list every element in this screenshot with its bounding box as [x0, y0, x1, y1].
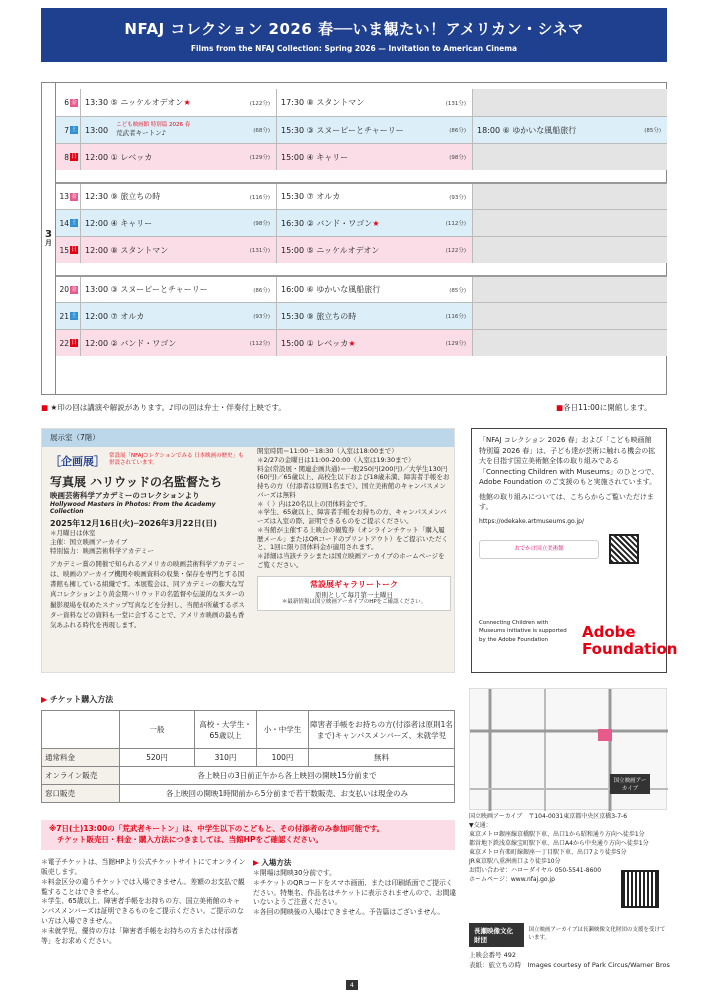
screening-slot[interactable]: 12:30 ⑨ 旅立ちの時 (116分): [81, 184, 277, 209]
schedule-day: 8 日: [56, 144, 81, 170]
schedule-day: 22 日: [56, 330, 81, 356]
kodomo-text: 「NFAJ コレクション 2026 春」および「こども映画館 特別篇 2026 春」は、子ども達が芸術に触れる機会の拡大を目指す国立美術館全体の取り組みである「Connecting Children with Museums」のひとつで、Adobe Foundation のご支援のもと実施されています。: [479, 436, 659, 486]
page-subtitle: Films from the NFAJ Collection: Spring 2026 — Invitation to American Cinema: [190, 44, 518, 53]
exhibition-info: 開室時間＝11:00－18:30（入室は18:00まで） ＊2/27の金曜日は11:00-20:00（入室は19:30まで） 料金(常設展・関連企画共通)＝一般250円(200円)／大学生130円(60円)／65歳以上、高校生以下および18歳未満、障害者手帳をお持ちの方（付添者は原則1名まで）、国立美術館のキャンパスメンバーズは無料 ＊（ ）内は20名以上の団体料金です。 ＊学生、65歳以上、障害者手帳をお持ちの方、キャンパスメンバーズは入室の際、証明できるものをご提示ください。 ＊当館が主催する上映会の観覧券（オンラインチケット「購入履歴メール」またはQRコードのプリントアウト）をご提示いただくと、1回に限り団体料金が適用されます。 ＊詳細は当該チラシまたは国立映画アーカイブのホームページをご覧ください。: [257, 447, 450, 569]
schedule-day: 20 金: [56, 277, 81, 302]
screening-slot[interactable]: 15:30 ⑦ オルカ (93分): [277, 184, 473, 209]
kodomo-more: 他館の取り組みについては、こちらからご覧いただけます。: [479, 492, 654, 511]
nagase-foundation: 長瀬映像文化財団 国立映画アーカイブは長瀬映像文化財団の支援を受けています。: [469, 923, 667, 947]
schedule-row: [56, 329, 667, 356]
screening-slot[interactable]: 13:30 ⑤ ニッケルオデオン ★ (122分): [81, 89, 277, 116]
ticket-heading: ▶ チケット購入方法: [41, 695, 114, 704]
schedule-row: [56, 236, 667, 263]
host: 主催：国立映画アーカイブ: [50, 537, 128, 546]
qr-code-icon: [621, 870, 659, 908]
schedule-day: 6 金: [56, 89, 81, 116]
screening-slot[interactable]: 13:00 ③ スヌーピーとチャーリー (86分): [81, 277, 277, 302]
schedule-row: [56, 89, 667, 116]
exhibition-subtitle: 映画芸術科学アカデミーのコレクションより: [50, 491, 200, 500]
screening-slot[interactable]: 15:00 ⑤ ニッケルオデオン (122分): [277, 237, 473, 263]
odekake-logo: おでかけ国立美術館: [479, 540, 599, 558]
screening-slot: [473, 277, 667, 302]
schedule-day: 14 土: [56, 210, 81, 236]
schedule-table: [41, 82, 667, 395]
exhibition-dates: 2025年12月16日(火)─2026年3月22日(日): [50, 519, 217, 528]
schedule-row: [56, 116, 667, 143]
screening-slot[interactable]: 12:00 ⑧ スタントマン (131分): [81, 237, 277, 263]
entry-notes: ▶ 入場方法 ＊開場は開映30分前です。 ＊チケットのQRコードをスマホ画面、または印刷紙面でご提示ください。特集名、作品名はチケットに表示されませんので、お間違いないようご注意ください。 ＊各回の開映後の入場はできません。予告篇はございません。: [253, 858, 457, 917]
screening-slot[interactable]: 15:00 ④ キャリー (98分): [277, 144, 473, 170]
exhibition-subtitle-en: Hollywood Masters in Photos: From the Academy Collection: [50, 501, 216, 515]
screening-slot: [473, 330, 667, 356]
screening-slot[interactable]: 16:30 ② バンド・ワゴン ★ (112分): [277, 210, 473, 236]
screening-slot[interactable]: 12:00 ⑦ オルカ (93分): [81, 303, 277, 329]
cooperation: 特別協力：映画芸術科学アカデミー: [50, 546, 154, 555]
screening-slot[interactable]: 16:00 ⑥ ゆかいな風船旅行 (85分): [277, 277, 473, 302]
odekake-link[interactable]: https://odekake.artmuseums.go.jp/: [479, 517, 585, 525]
ticket-warning: ※7日(土)13:00の「荒武者キートン」は、中学生以下のこどもと、その付添者のみ参加可能です。 チケット販売日・料金・購入方法につきましては、当館HPをご確認ください。: [41, 820, 455, 850]
exhibition-panel: [41, 428, 455, 673]
screening-slot: [473, 89, 667, 116]
screening-slot: [473, 303, 667, 329]
page-number: 4: [346, 980, 358, 990]
legend-note: ■ ★印の回は講演や解説があります。♪印の回は弁士・伴奏付上映です。: [41, 403, 286, 412]
screening-slot[interactable]: 15:00 ① レベッカ ★ (129分): [277, 330, 473, 356]
closed-note: ＊月曜日は休室: [50, 529, 96, 537]
schedule-row: [56, 209, 667, 236]
schedule-day: 21 土: [56, 303, 81, 329]
exhibition-title: 写真展 ハリウッドの名監督たち: [50, 475, 222, 489]
ticket-notes: ＊電子チケットは、当館HPより公式チケットサイトにてオンライン販売します。 ＊料金区分の違うチケットでは入場できません。差額のお支払で観覧することはできません。 ＊学生、65歳以上、障害者手帳をお持ちの方、国立美術館のキャンパスメンバーズは証明できるものをご提示ください。ご提示のない方は入場できません。 ＊未就学児、優待の方は「障害者手帳をお持ちの方または付添者等」をお求めください。: [41, 858, 246, 945]
screening-slot[interactable]: 15:30 ③ スヌーピーとチャーリー (86分): [277, 117, 473, 143]
screening-slot[interactable]: 12:00 ① レベッカ (129分): [81, 144, 277, 170]
access-info: 国立映画アーカイブ 〒104-0031東京都中央区京橋3-7-6 ▼交通： 東京メトロ銀座線京橋駅下車、出口1から昭和通り方向へ徒歩1分 都営地下鉄浅草線宝町駅下車、出口A4から中央通り方向へ徒歩1分 東京メトロ有楽町線銀座一丁目駅下車、出口7より徒歩5分 JR東京駅八重洲南口より徒歩10分: [469, 813, 649, 865]
screening-number: 上映会番号 492 表紙：旅立ちの時 Images courtesy of Park Circus/Warner Bros: [469, 951, 670, 970]
exhibition-body: アカデミー賞の開催で知られるアメリカの映画芸術科学アカデミーは、映画のアーカイブ機関や映画資料の収集・保存を専門とする図書館も擁している組織です。本展覧会は、同アカデミーの膨大な写真コレクションより黄金期ハリウッドの名監督や伝説的なスターの撮影現場を収めたスナップ写真などを分担し、当館が所蔵するポスター資料などの資料も一堂に会することで、アメリカ映画の最も香気あふれる時代を再現します。: [50, 560, 245, 629]
screening-slot: [473, 210, 667, 236]
schedule-day: 13 金: [56, 184, 81, 209]
header-banner: [41, 8, 667, 62]
qr-code-icon: [609, 534, 639, 564]
schedule-row: [56, 302, 667, 329]
gallery-talk: 常設展ギャラリートーク 原則として毎月第一土曜日 ＊最新情報は国立映画アーカイブのHPをご確認ください。: [257, 576, 451, 611]
adobe-support-text: Connecting Children with Museums initiative is supported by the Adobe Foundation: [479, 620, 567, 643]
schedule-day: 7 土: [56, 117, 81, 143]
access-map: [469, 688, 667, 810]
screening-slot[interactable]: 12:00 ② バンド・ワゴン (112分): [81, 330, 277, 356]
schedule-row: [56, 182, 667, 209]
schedule-day: 15 日: [56, 237, 81, 263]
kikaku-note: 常設展「NFAJコレクションでみる 日本映画の歴史」も併設されています。: [109, 453, 244, 467]
screening-slot[interactable]: 18:00 ⑥ ゆかいな風船旅行 (85分): [477, 125, 661, 135]
month-label: 3 月: [42, 83, 56, 394]
screening-slot[interactable]: 17:30 ⑧ スタントマン (131分): [277, 89, 473, 116]
adobe-foundation-logo: Adobe Foundation: [582, 623, 678, 658]
page-title: NFAJ コレクション 2026 春──いま観たい！アメリカン・シネマ: [124, 20, 584, 38]
schedule-row: [56, 143, 667, 170]
kikaku-label: ［企画展］: [50, 455, 105, 468]
screening-slot: [473, 237, 667, 263]
schedule-row: [56, 275, 667, 302]
screening-slot: [473, 184, 667, 209]
map-label: 国立映画アーカイブ: [610, 774, 650, 794]
screening-slot[interactable]: 13:00 こども映画館 特別篇 2026 春 荒武者キートン♪ (68分): [81, 117, 277, 143]
contact-info: お問い合わせ：ハローダイヤル 050-5541-8600 ホームページ：www.nfaj.go.jp: [469, 867, 602, 883]
screening-slot[interactable]: 12:00 ④ キャリー (98分): [81, 210, 277, 236]
screening-slot[interactable]: 15:30 ⑨ 旅立ちの時 (116分): [277, 303, 473, 329]
kodomo-info-box: [471, 428, 678, 673]
opening-note: ■各日11:00に開館します。: [556, 403, 652, 412]
exhibition-room: 展示室（7階）: [42, 429, 454, 447]
ticket-table: 一般 高校・大学生・65歳以上 小・中学生 障害者手帳をお持ちの方(付添者は原則1名まで)キャンパスメンバーズ、未就学児 通常料金 520円 310円 100円 無料 オンライン販売 各上映日の3日前正午から各上映回の開映15分前まで 窓口販売 各上映回の開映1時間前から5分前まで若干数販売、お支払いは現金のみ: [41, 710, 455, 803]
screening-slot: [473, 144, 667, 170]
